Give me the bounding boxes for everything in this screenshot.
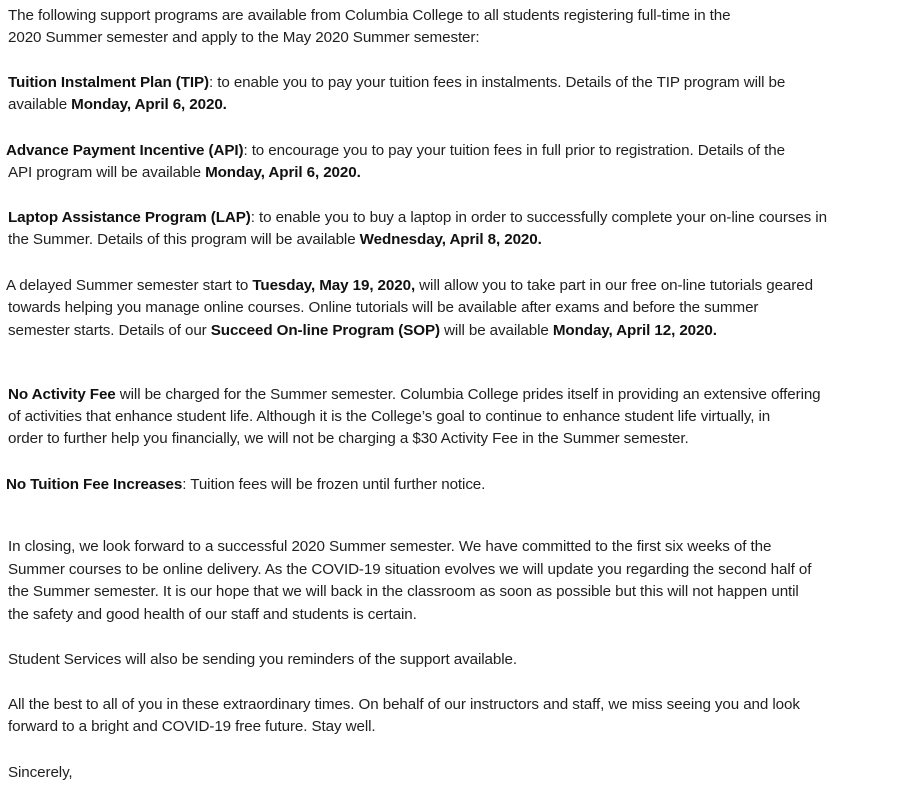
closing-line-3: the Summer semester. It is our hope that we will back in the classroom as soon as possible but this will not happen until — [8, 583, 799, 600]
lap-line-1 — [8, 207, 827, 229]
sop-date: Monday, April 12, 2020. — [552, 322, 717, 339]
delay-text-3b: will be available — [439, 322, 553, 339]
delay-text-1b: will allow you to take part in our free on-line tutorials geared — [415, 277, 813, 294]
delay-date-1: Tuesday, May 19, 2020, — [252, 277, 416, 294]
api-line-1 — [6, 140, 785, 162]
tip-text-2: available — [8, 96, 72, 113]
api-date: Monday, April 6, 2020. — [205, 164, 361, 181]
activity-text-1: will be charged for the Summer semester. Columbia College prides itself in providing an extensive offering — [115, 386, 821, 403]
services-line: Student Services will also be sending you reminders of the support available. — [8, 651, 517, 668]
lap-title: Laptop Assistance Program (LAP) — [8, 209, 251, 226]
api-text-2: API program will be available — [8, 164, 206, 181]
closing-line-2: Summer courses to be online delivery. As the COVID-19 situation evolves we will update you regarding the second half of — [8, 561, 812, 578]
intro-line-1: The following support programs are available from Columbia College to all students registering full-time in the — [8, 7, 731, 24]
best-line-1: All the best to all of you in these extraordinary times. On behalf of our instructors and staff, we miss seeing you and look — [8, 696, 800, 713]
tip-text-1: : to enable you to pay your tuition fees in instalments. Details of the TIP program will be — [209, 74, 786, 91]
intro-line-2: 2020 Summer semester and apply to the May 2020 Summer semester: — [8, 29, 480, 46]
tuition-title: No Tuition Fee Increases — [6, 476, 183, 493]
signoff: Sincerely, — [8, 764, 73, 781]
delay-line-2: towards helping you manage online courses. Online tutorials will be available after exams and before the summer — [8, 299, 759, 316]
activity-line-2: of activities that enhance student life. Although it is the College’s goal to continue to enhance student life virtually, in — [8, 408, 771, 425]
tuition-text: : Tuition fees will be frozen until further notice. — [182, 476, 486, 493]
lap-date: Wednesday, April 8, 2020. — [359, 231, 542, 248]
sop-program: Succeed On-line Program (SOP) — [210, 322, 440, 339]
tip-line-2 — [8, 94, 227, 116]
api-text-1: : to encourage you to pay your tuition fees in full prior to registration. Details of the — [243, 142, 785, 159]
lap-text-1: : to enable you to buy a laptop in order to successfully complete your on-line courses in — [250, 209, 827, 226]
activity-line-1 — [8, 384, 821, 406]
closing-line-1: In closing, we look forward to a successful 2020 Summer semester. We have committed to the first six weeks of the — [8, 538, 772, 555]
delay-line-1 — [6, 275, 813, 297]
lap-text-2: the Summer. Details of this program will be available — [8, 231, 360, 248]
tip-line-1 — [8, 72, 785, 94]
lap-line-2 — [8, 229, 542, 251]
delay-text-3a: semester starts. Details of our — [8, 322, 211, 339]
closing-line-4: the safety and good health of our staff and students is certain. — [8, 606, 417, 623]
delay-line-3 — [8, 320, 717, 342]
delay-text-1a: A delayed Summer semester start to — [6, 277, 253, 294]
best-line-2: forward to a bright and COVID-19 free future. Stay well. — [8, 718, 376, 735]
activity-line-3: order to further help you financially, we will not be charging a $30 Activity Fee in the Summer semester. — [8, 430, 689, 447]
activity-title: No Activity Fee — [8, 386, 116, 403]
tip-date: Monday, April 6, 2020. — [71, 96, 227, 113]
api-line-2 — [8, 162, 361, 184]
tip-title: Tuition Instalment Plan (TIP) — [8, 74, 210, 91]
tuition-line — [6, 474, 485, 496]
api-title: Advance Payment Incentive (API) — [6, 142, 244, 159]
